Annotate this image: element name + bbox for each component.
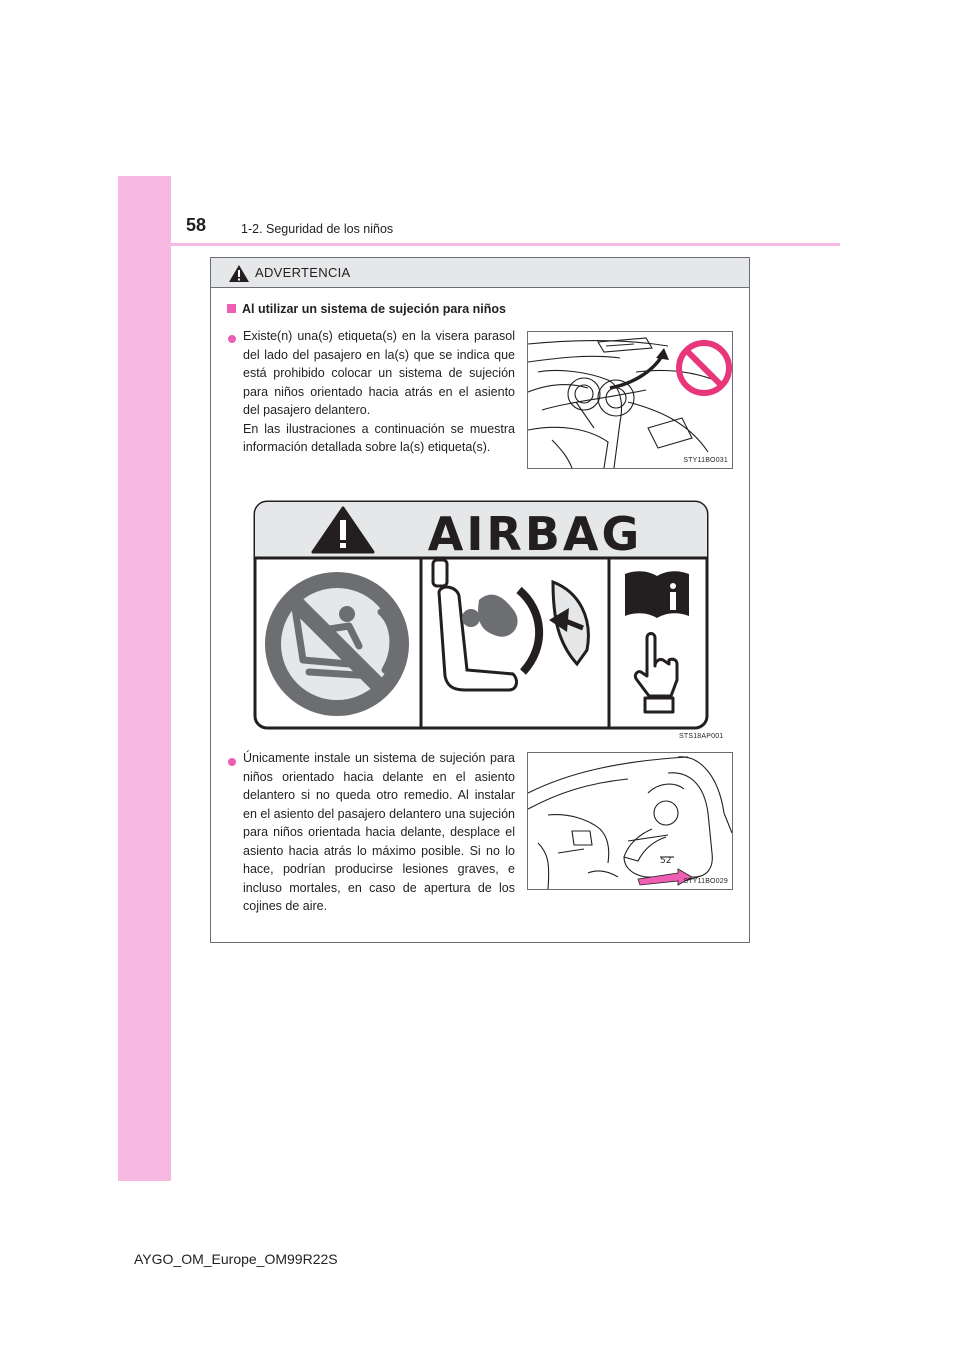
warning-triangle-icon	[228, 264, 250, 283]
header-rule	[120, 243, 840, 246]
square-bullet-icon	[227, 304, 236, 313]
prohibition-icon	[679, 343, 729, 393]
airbag-warning-label	[253, 500, 709, 730]
figure-code: STY11BO029	[683, 878, 728, 885]
airbag-word: AIRBAG	[427, 507, 643, 561]
manual-info-icon	[625, 571, 689, 618]
no-rear-facing-seat-icon	[273, 580, 401, 708]
car-interior-visor-image	[528, 332, 732, 468]
warning-item-1: Existe(n) una(s) etiqueta(s) en la visera parasol del lado del pasajero en la(s) que se indica que está prohibido colocar un sistema de sujeción para niños orientado hacia atrás en el asiento del pasajero delantero. En las ilustraciones a continuación se muestra información detallada sobre la(s) etiqueta(s).	[243, 329, 515, 454]
chapter-sidebar-tab	[118, 176, 171, 1181]
document-code: AYGO_OM_Europe_OM99R22S	[134, 1251, 338, 1267]
warning-subheading: Al utilizar un sistema de sujeción para niños	[227, 302, 506, 316]
figure-code: STS18AP001	[679, 733, 724, 740]
figure-code: STY11BO031	[683, 457, 728, 464]
warning-title: ADVERTENCIA	[255, 265, 351, 280]
warning-item-2: Únicamente instale un sistema de sujeción para niños orientado hacia delante en el asiento delantero si no queda otro remedio. Al instalar en el asiento del pasajero delantero una sujeción para niños orientada hacia delante, desplace el asiento hacia atrás lo máximo posible. Si no lo hace, podrían producirse lesiones graves, e incluso mortales, en caso de apertura de los cojines de aire.	[243, 751, 515, 913]
sun-visor-illustration	[527, 331, 733, 469]
bullet-dot-icon	[228, 758, 236, 766]
warning-box	[210, 257, 750, 943]
page-number: 58	[186, 215, 207, 235]
forward-facing-seat-illustration	[527, 752, 733, 890]
svg-text:52: 52	[660, 856, 672, 866]
section-title: 1-2. Seguridad de los niños	[241, 222, 394, 236]
warning-header	[211, 258, 749, 288]
bullet-dot-icon	[228, 335, 236, 343]
car-interior-child-seat-image	[528, 753, 732, 889]
